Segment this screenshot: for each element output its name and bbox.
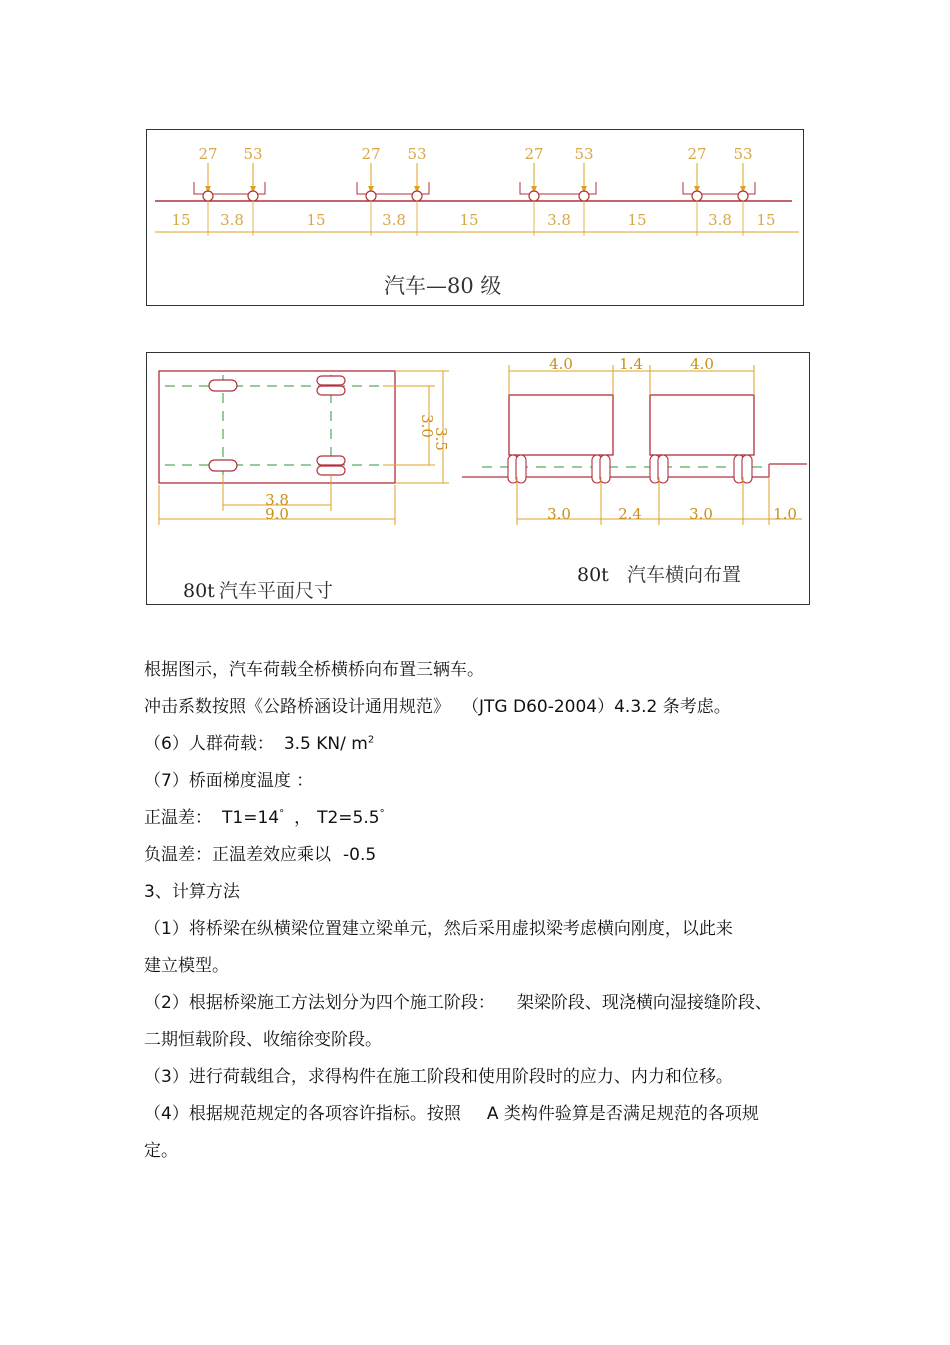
wheel bbox=[412, 191, 422, 201]
vehicle-2-body bbox=[650, 395, 754, 455]
bottom-dim-label: 2.4 bbox=[618, 505, 642, 523]
wheel bbox=[203, 191, 213, 201]
text-line: 根据图示，汽车荷载全桥横桥向布置三辆车。 bbox=[144, 660, 484, 680]
axle-load-label: 27 bbox=[361, 145, 381, 163]
axle-load-label: 53 bbox=[574, 145, 594, 163]
text-line: （2）根据桥梁施工方法划分为四个施工阶段： 架梁阶段、现浇横向湿接缝阶段、 bbox=[144, 993, 772, 1013]
wheel-plan bbox=[317, 376, 345, 385]
figure1-caption: 汽车—80 级 bbox=[384, 274, 502, 298]
wheel-plan bbox=[209, 460, 237, 471]
wheel bbox=[248, 191, 258, 201]
axle-load-label: 53 bbox=[243, 145, 263, 163]
bottom-dim-label: 3.0 bbox=[689, 505, 713, 523]
bottom-dim-label: 3.0 bbox=[547, 505, 571, 523]
wheel bbox=[579, 191, 589, 201]
figure-vehicle-80-loading bbox=[146, 129, 804, 306]
wheel bbox=[692, 191, 702, 201]
text-line: （1）将桥梁在纵横梁位置建立梁单元，然后采用虚拟梁考虑横向刚度，以此来 bbox=[144, 919, 733, 939]
wheel-plan bbox=[209, 380, 237, 391]
top-dim-label: 4.0 bbox=[549, 355, 573, 373]
text-line: 负温差：正温差效应乘以 -0.5 bbox=[144, 845, 377, 865]
vehicle-80-load-diagram bbox=[147, 130, 805, 307]
vehicle-80t-dimension-diagram bbox=[147, 353, 811, 606]
wheel bbox=[529, 191, 539, 201]
transverse-caption: 汽车横向布置 bbox=[627, 564, 742, 586]
wheel-plan bbox=[317, 466, 345, 475]
spacing-label: 15 bbox=[306, 211, 326, 229]
wheel bbox=[738, 191, 748, 201]
text-line: （6）人群荷载： 3.5 KN/ $m^2$ bbox=[144, 734, 375, 754]
wheel-plan bbox=[317, 456, 345, 465]
spacing-label: 3.8 bbox=[547, 211, 571, 229]
dim-label-9-0: 9.0 bbox=[265, 505, 289, 523]
spacing-label: 15 bbox=[627, 211, 647, 229]
spacing-label: 15 bbox=[171, 211, 191, 229]
dim-label-3-0: 3.0 bbox=[418, 414, 436, 438]
vehicle-1-body bbox=[509, 395, 613, 455]
vehicle-plan-outline bbox=[159, 371, 395, 483]
axle-load-label: 53 bbox=[407, 145, 427, 163]
plan-caption: 汽车平面尺寸 bbox=[219, 580, 334, 602]
spacing-label: 3.8 bbox=[220, 211, 244, 229]
text-line: 正温差： T1=14° ， T2=5.5° bbox=[144, 808, 385, 828]
top-dim-label: 1.4 bbox=[619, 355, 643, 373]
text-line: （3）进行荷载组合，求得构件在施工阶段和使用阶段时的应力、内力和位移。 bbox=[144, 1067, 733, 1087]
body-text bbox=[144, 652, 804, 1170]
top-dim-label: 4.0 bbox=[690, 355, 714, 373]
axle-load-label: 53 bbox=[733, 145, 753, 163]
transverse-caption-prefix: 80t bbox=[577, 564, 609, 586]
dim-label-3-8: 3.8 bbox=[265, 491, 289, 509]
figure-80t-vehicle-dimensions bbox=[146, 352, 810, 605]
axle-load-label: 27 bbox=[198, 145, 218, 163]
spacing-label: 3.8 bbox=[708, 211, 732, 229]
dim-label-3-5: 3.5 bbox=[432, 427, 450, 451]
plan-caption-prefix: 80t bbox=[183, 580, 215, 602]
spacing-label: 15 bbox=[756, 211, 776, 229]
spacing-label: 3.8 bbox=[382, 211, 406, 229]
bottom-dim-label: 1.0 bbox=[773, 505, 797, 523]
axle-load-label: 27 bbox=[524, 145, 544, 163]
wheel-plan bbox=[317, 386, 345, 395]
text-line: 定。 bbox=[144, 1141, 178, 1161]
text-line: 二期恒载阶段、收缩徐变阶段。 bbox=[144, 1030, 382, 1050]
text-line: （4）根据规范规定的各项容许指标。按照 A 类构件验算是否满足规范的各项规 bbox=[144, 1104, 759, 1124]
text-line: （7）桥面梯度温度 ： bbox=[144, 771, 314, 791]
section-heading: 3、计算方法 bbox=[144, 882, 240, 902]
text-line: 建立模型。 bbox=[144, 956, 229, 976]
spacing-label: 15 bbox=[459, 211, 479, 229]
wheel bbox=[366, 191, 376, 201]
axle-load-label: 27 bbox=[687, 145, 707, 163]
text-line: 冲击系数按照《公路桥涵设计通用规范》 （JTG D60-2004）4.3.2 条考虑。 bbox=[144, 697, 731, 717]
